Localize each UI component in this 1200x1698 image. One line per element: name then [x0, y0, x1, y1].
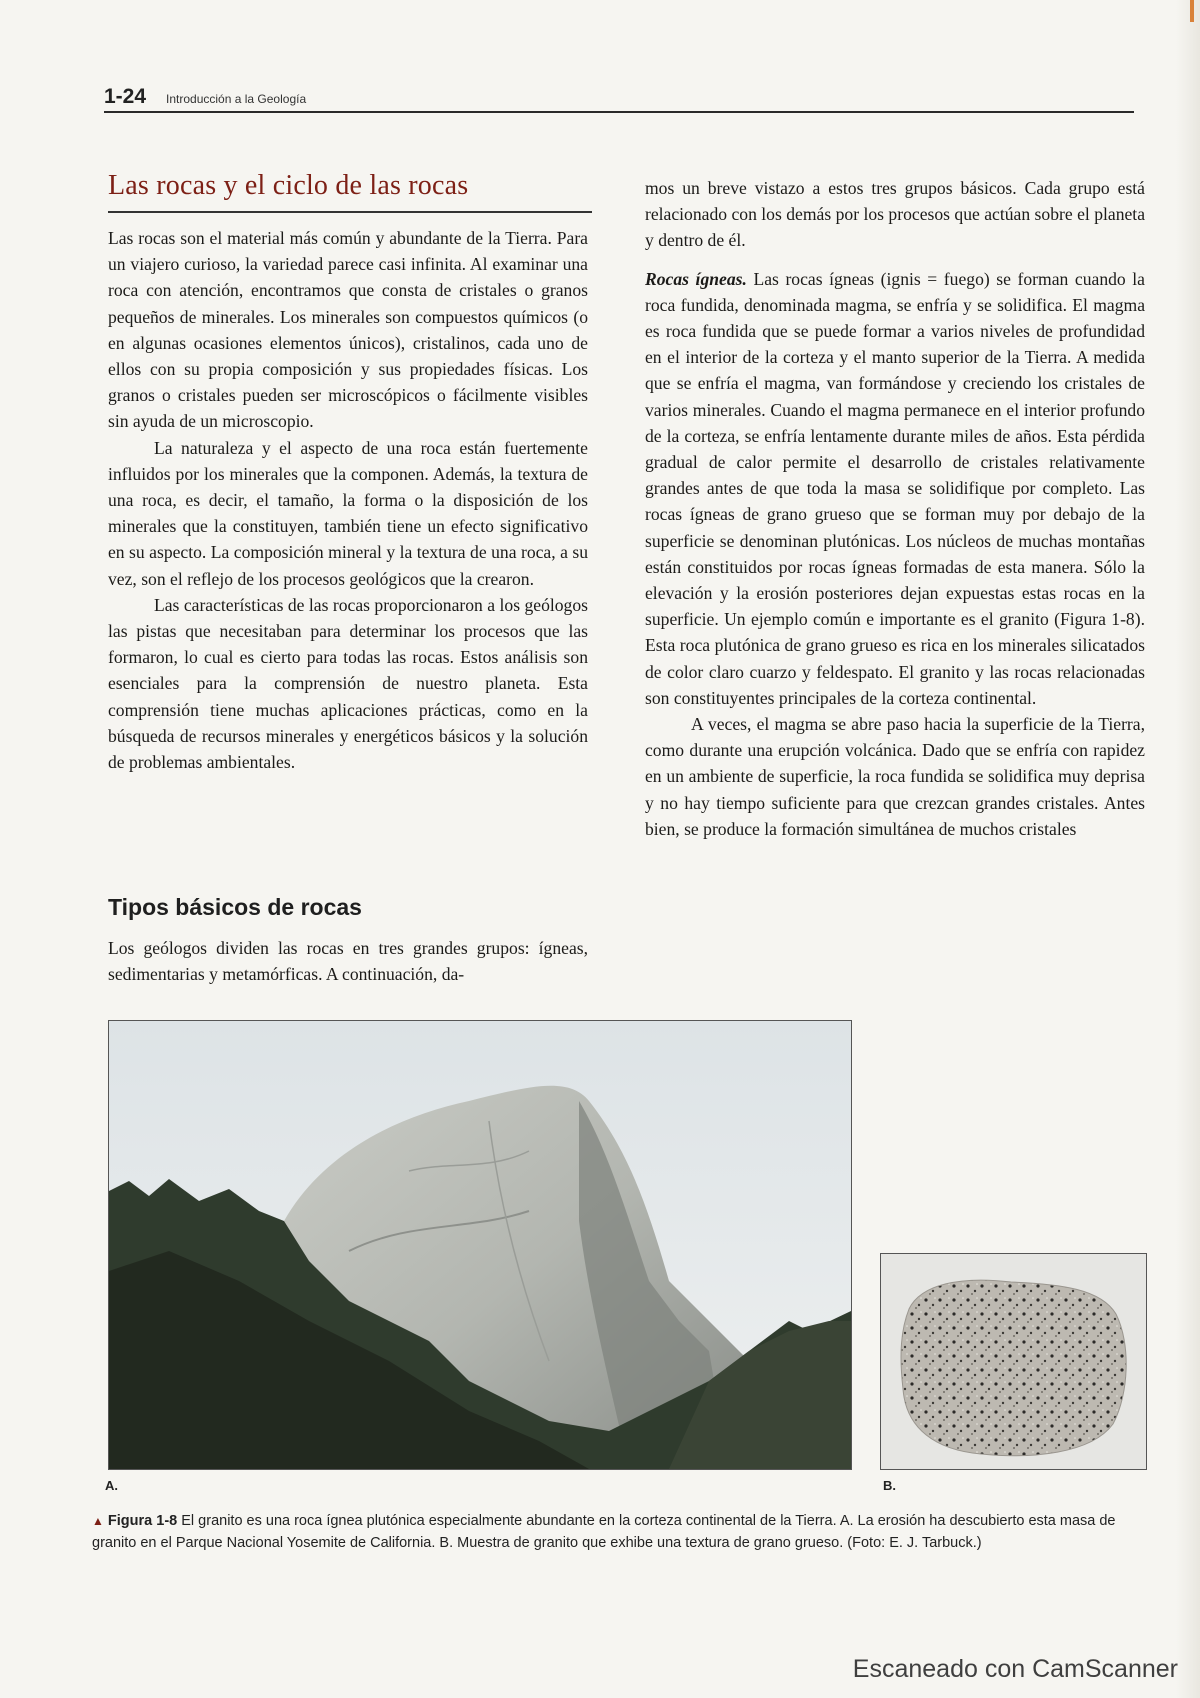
- header-rule: [104, 111, 1134, 113]
- photo-b-label: B.: [883, 1478, 896, 1493]
- running-title: Introducción a la Geología: [166, 92, 307, 106]
- granite-dome-image: [109, 1021, 851, 1469]
- paragraph-3: Las características de las rocas proporcionaron a los geólogos las pistas que necesitaban para determinar los procesos que las formaron, lo cual es cierto para todas las rocas. Estos análisis son esenciales para la comprensión de nuestro planeta. Esta comprensión tiene muchas aplicaciones prácticas, como en la búsqueda de recursos minerales y energéticos básicos y la solución de problemas ambientales.: [108, 594, 588, 773]
- granite-sample-image: [881, 1254, 1146, 1469]
- paragraph-5: mos un breve vistazo a estos tres grupos básicos. Cada grupo está relacionado con los demás por los procesos que actúan sobre el planeta y dentro de él.: [645, 178, 1145, 251]
- figure-label: Figura 1-8: [107, 1513, 178, 1529]
- paragraph-2: La naturaleza y el aspecto de una roca están fuertemente influidos por los minerales que la componen. Además, la textura de una roca, es decir, el tamaño, la forma o la disposición de los minerales que la constituyen, también tiene un efecto significativo en su aspecto. La composición mineral y la textura de una roca, a su vez, son el reflejo de los procesos geológicos que la crearon.: [108, 437, 588, 589]
- figure-caption: [92, 1510, 1132, 1554]
- photo-granite-dome: [108, 1020, 852, 1470]
- page-number: 1-24: [104, 85, 147, 108]
- right-column: [645, 175, 1145, 842]
- caption-text: El granito es una roca ígnea plutónica especialmente abundante en la corteza continental de la Tierra. A. La erosión ha descubierto esta masa de granito en el Parque Nacional Yosemite de California. B. Muestra de granito que exhibe una textura de grano grueso. (Foto: E. J. Tarbuck.): [92, 1513, 1116, 1551]
- camscanner-watermark: Escaneado con CamScanner: [852, 1655, 1178, 1683]
- edge-mark: [1190, 0, 1194, 22]
- paragraph-igneous: [645, 266, 1145, 711]
- caption-marker: ▲: [92, 1514, 104, 1528]
- paragraph-7: A veces, el magma se abre paso hacia la superficie de la Tierra, como durante una erupción volcánica. Dado que se enfría con rapidez en un ambiente de superficie, la roca fundida se solidifica muy deprisa y no hay tiempo suficiente para que crezcan grandes cristales. Antes bien, se produce la formación simultánea de muchos cristales: [645, 714, 1145, 839]
- subheading: Tipos básicos de rocas: [108, 894, 362, 920]
- photo-granite-sample: [880, 1253, 1147, 1470]
- section-title: Las rocas y el ciclo de las rocas: [108, 170, 469, 201]
- page-edge-shadow: [1176, 0, 1200, 1698]
- paragraph-4: Los geólogos dividen las rocas en tres grandes grupos: ígneas, sedimentarias y metamórficas. A continuación, da-: [108, 938, 588, 985]
- left-column-bottom: [108, 935, 588, 987]
- paragraph-1: Las rocas son el material más común y abundante de la Tierra. Para un viajero curioso, la variedad parece casi infinita. Al examinar una roca con atención, encontramos que consta de cristales o granos pequeños de minerales. Los minerales son compuestos químicos (o en algunas ocasiones elementos únicos), cristalinos, cada uno de ellos con su propia composición y sus propiedades físicas. Los granos o cristales pueden ser microscópicos o fácilmente visibles sin ayuda de un microscopio.: [108, 228, 588, 432]
- igneous-text: Las rocas ígneas (ignis = fuego) se forman cuando la roca fundida, denominada magma, se enfría y se solidifica. El magma es roca fundida que se puede formar a varios niveles de profundidad en el interior de la corteza y el manto superior de la Tierra. A medida que se enfría el magma, van formándose y creciendo los cristales de varios minerales. Cuando el magma permanece en el interior profundo de la corteza, se enfría lentamente durante miles de años. Esta pérdida gradual de calor permite el desarrollo de cristales relativamente grandes antes de que toda la masa se solidifique por completo. Las rocas ígneas de grano grueso que se forman muy por debajo de la superficie se denominan plutónicas. Los núcleos de muchas montañas están constituidos por rocas ígneas formadas de esta manera. Sólo la elevación y la erosión posteriores dejan expuestas estas rocas en la superficie. Un ejemplo común e importante es el granito (Figura 1-8). Esta roca plutónica de grano grueso es rica en los minerales silicatados de color claro cuarzo y feldespato. El granito y las rocas relacionadas son constituyentes principales de la corteza continental.: [645, 268, 1145, 708]
- title-rule: [108, 211, 592, 213]
- photo-a-label: A.: [105, 1478, 118, 1493]
- left-column: [108, 225, 588, 775]
- igneous-lead: Rocas ígneas.: [645, 268, 747, 289]
